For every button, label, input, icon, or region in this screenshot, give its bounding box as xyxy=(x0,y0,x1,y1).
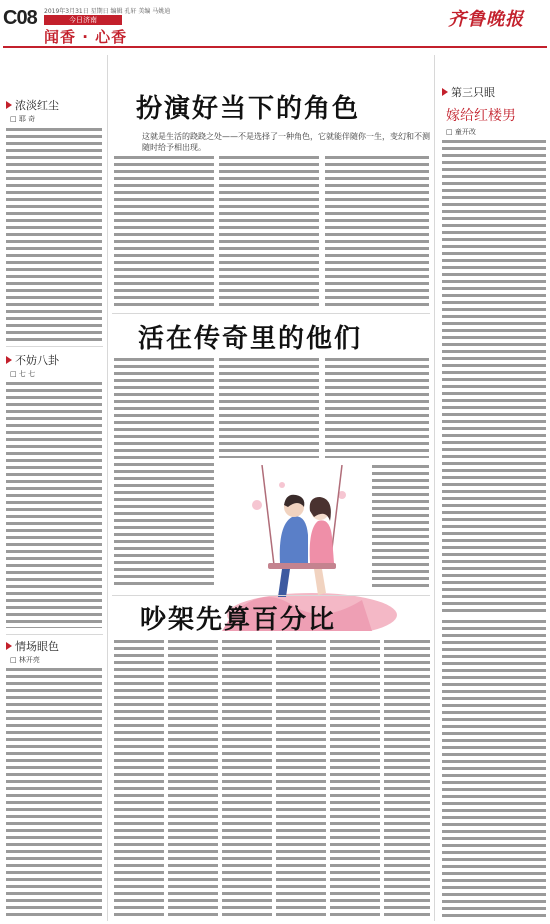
triangle-marker-icon xyxy=(6,101,12,109)
article3-headline: 吵架先算百分比 xyxy=(140,605,337,635)
feature-kicker: 这就是生活的跷跷之处——不是选择了一种角色，它就能伴随你一生，变幻和不测随时给予相出现。 xyxy=(142,132,430,152)
column-divider xyxy=(107,55,108,921)
section-divider xyxy=(6,634,103,635)
section-divider xyxy=(6,346,103,347)
section-tag: 今日济南 xyxy=(44,15,122,25)
right-section-heading: 第三只眼 xyxy=(442,84,495,100)
section-divider xyxy=(112,595,430,596)
left-heading-2: 不妨八卦 xyxy=(6,352,59,368)
triangle-marker-icon xyxy=(6,642,12,650)
page-number: C08 xyxy=(3,7,37,29)
column-divider xyxy=(434,55,435,921)
left-byline-3: □ 林开亮 xyxy=(10,656,40,664)
article2-text-col-1 xyxy=(114,358,214,586)
text-block xyxy=(6,128,102,342)
issue-info: 2019年3月31日 星期日 编辑 孔轩 美编 马姚迪 xyxy=(44,8,171,15)
article3-text-col-2 xyxy=(168,640,218,920)
article3-text-col-5 xyxy=(330,640,380,920)
triangle-marker-icon xyxy=(6,356,12,364)
right-article-title: 嫁给红楼男 xyxy=(446,108,516,124)
article2-headline: 活在传奇里的他们 xyxy=(138,324,363,354)
page-header xyxy=(0,0,550,52)
right-text-block xyxy=(442,140,546,614)
right-text-block-lower xyxy=(442,620,546,920)
left-heading-1: 浓淡红尘 xyxy=(6,97,59,113)
feature-text-col-2 xyxy=(219,156,319,306)
left-byline-1: □ 耶 奇 xyxy=(10,115,36,123)
text-block xyxy=(6,668,102,920)
right-article-byline: □ 童开改 xyxy=(446,128,476,136)
left-heading-3: 情场眼色 xyxy=(6,638,59,654)
article3-text-col-4 xyxy=(276,640,326,920)
feature-text-col-3 xyxy=(325,156,429,306)
header-rule xyxy=(3,46,547,48)
left-byline-2: □ 七 七 xyxy=(10,370,36,378)
triangle-marker-icon xyxy=(442,88,448,96)
article2-text-col-3 xyxy=(325,358,429,458)
article3-text-col-3 xyxy=(222,640,272,920)
section-divider xyxy=(112,313,430,314)
section-title: 闻香 · 心香 xyxy=(44,28,128,46)
article3-text-col-6 xyxy=(384,640,430,920)
feature-text-col-1 xyxy=(114,156,214,306)
feature-headline: 扮演好当下的角色 xyxy=(136,94,361,124)
article2-text-col-2 xyxy=(219,358,319,458)
text-block xyxy=(6,382,102,628)
article3-text-col-1 xyxy=(114,640,164,920)
masthead-logo: 齐鲁晚报 xyxy=(448,9,524,30)
